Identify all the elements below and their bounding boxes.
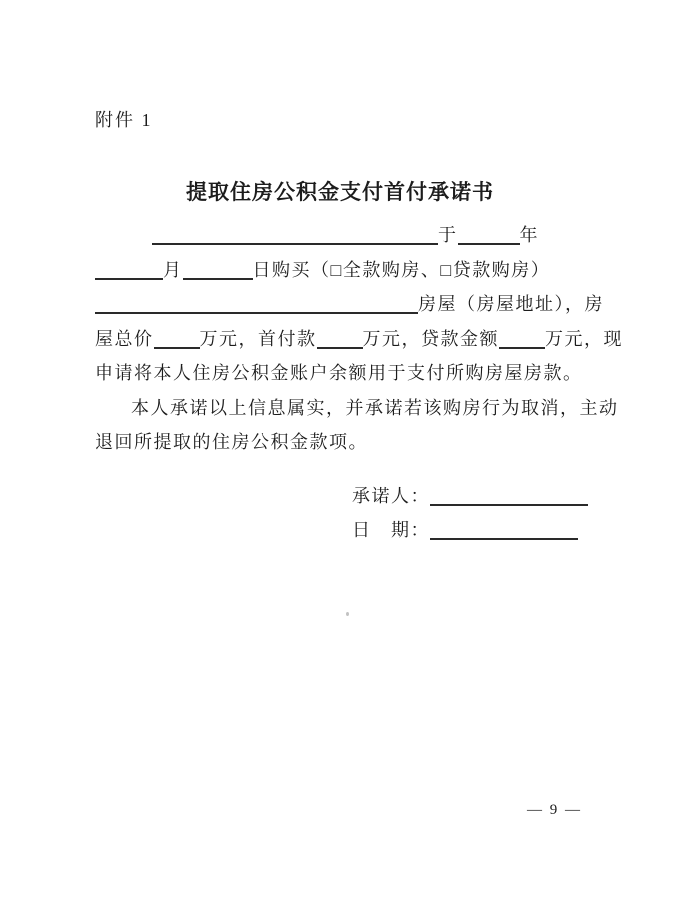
- full-payment-label: 全款购房、: [342, 259, 441, 280]
- loan-amount-blank-field: [499, 329, 545, 349]
- date-row: [352, 513, 588, 547]
- full-payment-checkbox-icon: □: [330, 259, 343, 280]
- line1-yu-text: 于: [438, 225, 458, 245]
- line7-text: 退回所提取的住房公积金款项。: [95, 432, 368, 452]
- document-body: [95, 218, 623, 460]
- signature-block: [352, 479, 588, 547]
- form-line-6: [95, 391, 619, 426]
- form-line-1: [95, 218, 593, 253]
- form-line-7: [95, 425, 593, 460]
- date-label: 日 期：: [352, 520, 430, 540]
- month-blank-field: [95, 260, 163, 280]
- house-address-blank-field: [95, 294, 418, 314]
- form-line-2: [95, 253, 593, 288]
- promisor-label: 承诺人：: [352, 486, 430, 506]
- line4-total-price-label: 屋总价: [95, 328, 154, 349]
- line2-month-text: 月: [163, 259, 183, 280]
- line4-suffix-text: 万元，现: [545, 328, 623, 349]
- scan-artifact: [346, 612, 349, 616]
- form-line-5: [95, 356, 593, 391]
- purchaser-name-blank-field: [152, 225, 438, 245]
- line6-text: 本人承诺以上信息属实，并承诺若该购房行为取消，主动: [131, 397, 619, 418]
- line2-day-prefix-text: 日购买（: [252, 259, 331, 280]
- year-blank-field: [458, 225, 520, 245]
- total-price-blank-field: [154, 329, 200, 349]
- line3-house-text: 房屋（房屋地址），房: [418, 294, 604, 314]
- line1-year-text: 年: [519, 225, 539, 245]
- downpayment-blank-field: [317, 329, 363, 349]
- date-blank-field: [430, 520, 578, 540]
- form-line-4: [95, 322, 623, 357]
- attachment-label: 附件 1: [95, 110, 153, 130]
- line4-downpayment-label: 万元，首付款: [199, 328, 317, 349]
- loan-payment-checkbox-icon: □: [440, 259, 453, 280]
- page-title: 提取住房公积金支付首付承诺书: [186, 181, 494, 204]
- loan-payment-label: 贷款购房）: [452, 259, 551, 280]
- page-number: — 9 —: [527, 802, 582, 818]
- promisor-signature-blank-field: [430, 486, 588, 506]
- day-blank-field: [183, 260, 253, 280]
- line5-text: 申请将本人住房公积金账户余额用于支付所购房屋房款。: [95, 363, 583, 383]
- form-line-3: [95, 287, 604, 322]
- line4-loan-amount-label: 万元，贷款金额: [362, 328, 499, 349]
- promisor-row: [352, 479, 588, 513]
